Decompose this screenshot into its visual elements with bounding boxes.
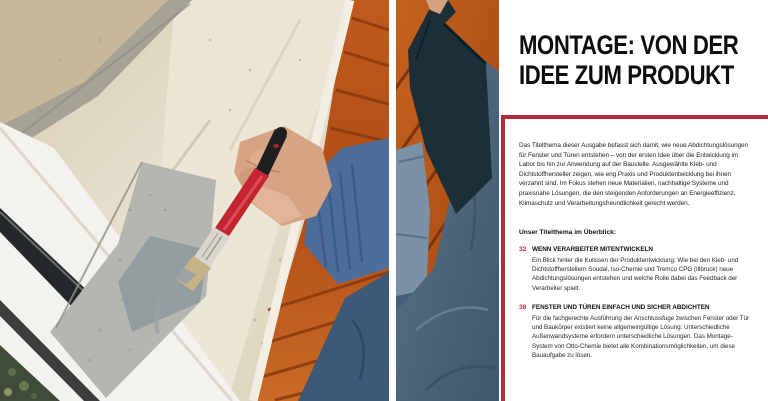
toc-item-title: WENN VERARBEITER MITENTWICKELN [532,246,653,254]
toc-item-text: Für die fachgerechte Ausführung der Anschlussfuge zwischen Fenster oder Tür und Baukörper existiert keine allgemeingültige Lösung: Unterschiedliche Außenwandsysteme erfordern unterschiedliche Lösungen. Das Montage-System von Otto-Chemie bietet alle Kombinationsmöglichkeiten, um diese Bauaufgabe zu lösen. [532,314,749,360]
red-rule-horizontal [501,115,768,119]
page-title [519,30,764,90]
toc-page-number: 38 [519,304,527,312]
red-rule-vertical [501,115,505,401]
table-of-contents [519,245,753,361]
toc-item-text: Ein Blick hinter die Kulissen der Produktentwicklung: Wie bei den Kleb- und Dichtstoffherstellern Soudal, Iso-Chemie und Tremco CPG (Illbruck) neue Abdichtungslösungen entstehen und welche Rolle dabei das Feedback der Verarbeiter spielt. [532,256,739,292]
toc-item-title: FENSTER UND TÜREN EINFACH UND SICHER ABDICHTEN [532,304,710,312]
content-column [519,141,753,371]
worker-photo-illustration [396,0,499,401]
intro-paragraph: Das Titelthema dieser Ausgabe befasst sich damit, wie neue Abdichtungslösungen für Fenster und Türen entstehen – von der ersten Idee über die Entwicklung im Labor bis hin zur Anwendung auf der Baustelle. Ausgewählte Kleb- und Dichtstoffhersteller zeigen, wie eng Praxis und Produktentwicklung bei ihnen verzahnt sind. Im Fokus stehen neue Materialien, nachhaltige Systeme und praxisnahe Lösungen, die den steigenden Anforderungen an Energieeffizienz, Klimaschutz und Verarbeitungsfreundlichkeit gerecht werden. [519,142,749,207]
toc-item-verarbeiter[interactable] [519,245,753,293]
page-title-line2: IDEE ZUM PRODUKT [519,60,734,90]
toc-item-body [532,303,753,360]
overview-heading: Unser Titelthema im Überblick: [519,229,616,237]
page-title-line1: MONTAGE: VON DER [519,30,739,60]
photo-worker-blue-jacket-strip [396,0,499,401]
toc-page-number: 32 [519,246,527,254]
toc-item-fenster-tueren[interactable] [519,303,753,360]
toc-item-body [532,245,753,293]
